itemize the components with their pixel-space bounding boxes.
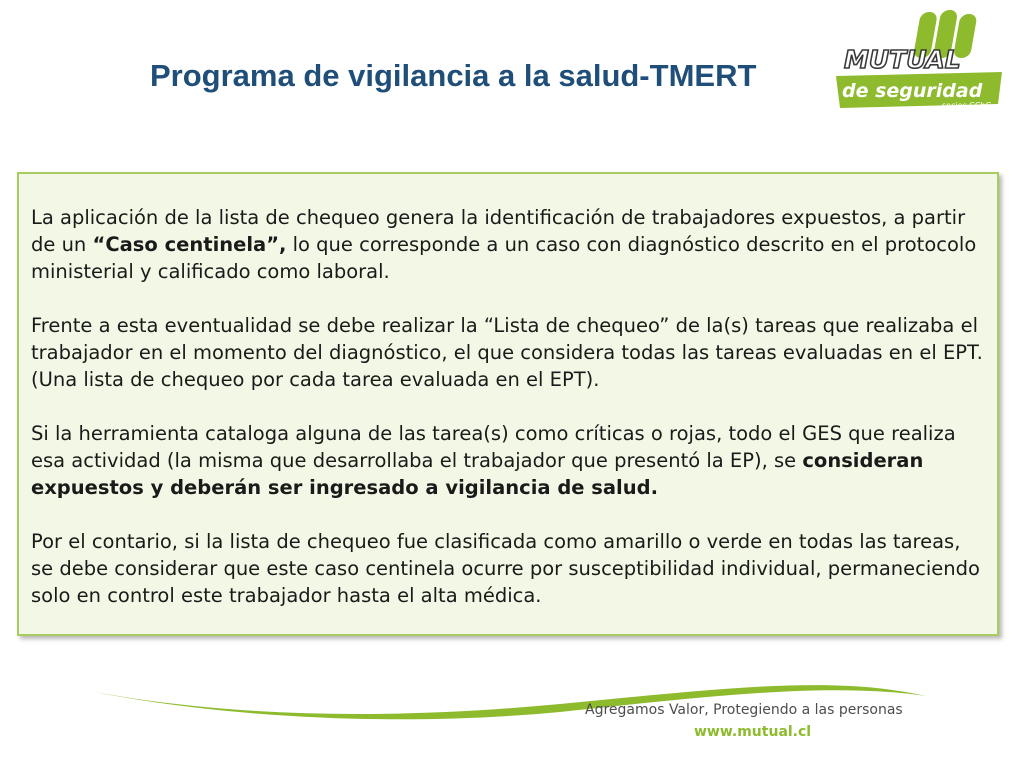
logo-word-socios: socios CChC <box>942 101 992 110</box>
paragraph-4: Por el contario, si la lista de chequeo fue clasificada como amarillo o verde en todas las tareas, se debe considerar que este caso centinela ocurre por susceptibilidad individual, permaneciendo solo en control este trabajador hasta el alta médica. <box>31 530 980 607</box>
logo-word-mutual: MUTUAL <box>844 45 961 74</box>
mutual-logo <box>834 6 1006 132</box>
page-title: Programa de vigilancia a la salud-TMERT <box>150 58 757 93</box>
paragraph-3-bold: consideran expuestos y deberán ser ingresado a vigilancia de salud. <box>31 449 924 499</box>
footer-website-link[interactable]: www.mutual.cl <box>694 724 812 740</box>
paragraph-3-text: Si la herramienta cataloga alguna de las tarea(s) como críticas o rojas, todo el GES que realiza esa actividad (la misma que desarrollaba el trabajador que presentó la EP), se <box>31 422 956 472</box>
logo-word-seguridad: de seguridad <box>842 80 983 102</box>
paragraph-1 <box>31 204 987 285</box>
paragraph-1-text-b: lo que corresponde a un caso con diagnóstico descrito en el protocolo ministerial y calificado como laboral. <box>31 233 977 283</box>
paragraph-1-bold: “Caso centinela”, <box>92 233 287 256</box>
footer-tagline: Agregamos Valor, Protegiendo a las personas <box>585 702 903 718</box>
paragraph-3 <box>31 420 987 501</box>
content-box <box>17 172 999 636</box>
paragraph-1-text-a: La aplicación de la lista de chequeo genera la identificación de trabajadores expuestos, a partir de un <box>31 206 966 256</box>
mutual-logo-graphic <box>834 6 1006 132</box>
paragraph-2: Frente a esta eventualidad se debe realizar la “Lista de chequeo” de la(s) tareas que realizaba el trabajador en el momento del diagnóstico, el que considera todas las tareas evaluadas en el EPT. (Una lista de chequeo por cada tarea evaluada en el EPT). <box>31 314 983 391</box>
